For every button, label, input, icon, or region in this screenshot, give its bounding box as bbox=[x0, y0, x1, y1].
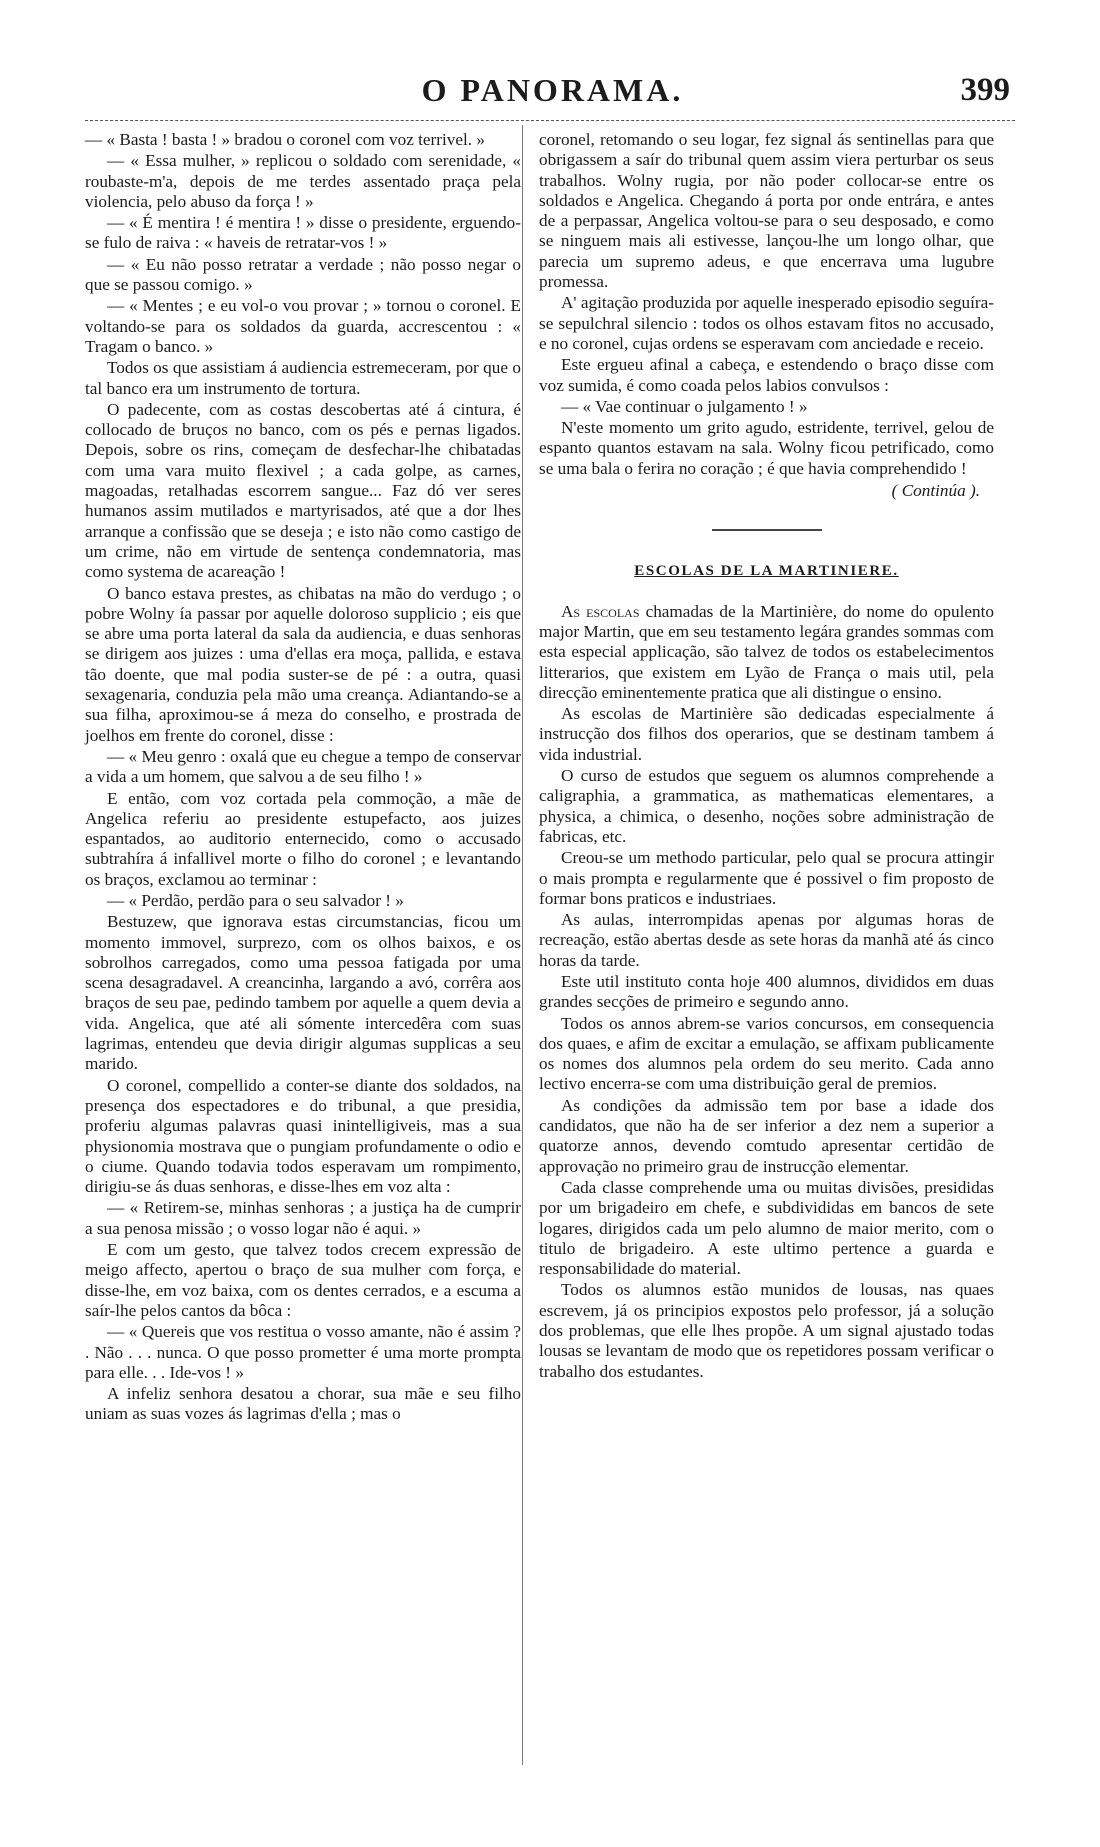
paragraph: E com um gesto, que talvez todos crecem expressão de meigo affecto, apertou o braço de sua mulher com força, e disse-lhe, em voz baixa, com os dentes cerrados, e a escuma a saír-lhe pelos cantos da bôca : bbox=[85, 1240, 521, 1320]
right-column bbox=[539, 130, 994, 1382]
continua-note: ( Continúa ). bbox=[891, 481, 980, 501]
paragraph: Todos os annos abrem-se varios concursos, em consequencia dos quaes, e afim de excitar a emulação, se affixam publicamente os nomes dos alumnos pela ordem do seu merito. Cada anno lectivo encerra-se com uma distribuição geral de premios. bbox=[539, 1013, 994, 1094]
paragraph bbox=[539, 602, 994, 703]
paragraph: As aulas, interrompidas apenas por algumas horas de recreação, estão abertas desde as sete horas da manhã até ás cinco horas da tarde. bbox=[539, 910, 994, 970]
paragraph: O curso de estudos que seguem os alumnos comprehende a caligraphia, a grammatica, as mathematicas elementares, a physica, a chimica, o desenho, noções sobre administração de fabricas, etc. bbox=[539, 766, 994, 846]
paragraph: — « Basta ! basta ! » bradou o coronel com voz terrivel. » bbox=[85, 130, 485, 149]
page-number: 399 bbox=[960, 72, 1010, 108]
paragraph: Todos os que assistiam á audiencia estremeceram, por que o tal banco era um instrumento de tortura. bbox=[85, 358, 521, 398]
header-rule bbox=[85, 120, 1015, 121]
paragraph: — « Meu genro : oxalá que eu chegue a tempo de conservar a vida a um homem, que salvou a de seu filho ! » bbox=[85, 746, 521, 787]
paragraph: O banco estava prestes, as chibatas na mão do verdugo ; o pobre Wolny ía passar por aquelle doloroso supplicio ; eis que se abre uma porta lateral da sala da audiencia, e duas senhoras se dirigem aos juizes : uma d'ellas era moça, pallida, e estava tão doente, que mal podia suster-se de pé : a outra, quasi sexagenaria, conduzia pela mão uma creança. Adiantando-se a sua filha, aproximou-se á meza do conselho, e prostrada de joelhos em frente do coronel, disse : bbox=[85, 583, 521, 745]
paragraph: E então, com voz cortada pela commoção, a mãe de Angelica referiu ao presidente estupefacto, aos juizes espantados, ao auditorio enternecido, como o accusado subtrahíra á infallivel morte o filho do coronel ; e levantando os braços, exclamou ao terminar : bbox=[85, 788, 521, 889]
paragraph: — « Quereis que vos restitua o vosso amante, não é assim ? . Não . . . nunca. O que posso prometter é uma morte prompta para elle. . . Ide-vos ! » bbox=[85, 1322, 521, 1382]
paragraph: As condições da admissão tem por base a idade dos candidatos, que não ha de ser inferior a dez nem a superior a quatorze annos, devendo comtudo apresentar certidão de approvação no primeiro grau de instrucção elementar. bbox=[539, 1095, 994, 1176]
paragraph: Este util instituto conta hoje 400 alumnos, divididos em duas grandes secções de primeiro e segundo anno. bbox=[539, 971, 994, 1012]
paragraph: — « Perdão, perdão para o seu salvador ! » bbox=[107, 890, 404, 910]
paragraph: A' agitação produzida por aquelle inesperado episodio seguíra-se sepulchral silencio : todos os olhos estavam fitos no accusado, e no coronel, cujas ordens se esperavam com anciedade e receio. bbox=[539, 293, 994, 353]
paragraph: — « Mentes ; e eu vol-o vou provar ; » tornou o coronel. E voltando-se para os soldados da guarda, accrescentou : « Tragam o banco. » bbox=[85, 296, 521, 356]
paragraph: O coronel, compellido a conter-se diante dos soldados, na presença dos espectadores e do tribunal, a que presidia, proferiu algumas palavras quasi inintelligiveis, mas a sua physionomia mostrava que o pungiam profundamente o odio e o ciume. Quando todavia todos esperavam um rompimento, dirigiu-se ás duas senhoras, e disse-lhes em voz alta : bbox=[85, 1075, 521, 1197]
page-header bbox=[85, 72, 1020, 116]
paragraph: Bestuzew, que ignorava estas circumstancias, ficou um momento immovel, surprezo, com os olhos baixos, e os sobrolhos carregados, como uma pessoa fatigada por uma scena desagradavel. A creancinha, largando a avó, corrêra aos braços de seu pae, pedindo tambem por aquelle a quem devia a vida. Angelica, que até ali sómente intercedêra com suas lagrimas, entendeu que devia dirigir algumas supplicas a seu marido. bbox=[85, 912, 521, 1074]
publication-title: O PANORAMA. bbox=[421, 72, 684, 108]
paragraph: — « Vae continuar o julgamento ! » bbox=[561, 396, 808, 416]
paragraph: — « Eu não posso retratar a verdade ; não posso negar o que se passou comigo. » bbox=[85, 254, 521, 295]
paragraph: — « Essa mulher, » replicou o soldado com serenidade, « roubaste-m'a, depois de me terdes assentado praça pela violencia, pelo abuso da força ! » bbox=[85, 151, 521, 211]
paragraph: As escolas de Martinière são dedicadas especialmente á instrucção dos filhos dos operarios, que se destinam tambem á vida industrial. bbox=[539, 704, 994, 764]
lead-words: As escolas bbox=[561, 601, 640, 621]
paragraph-text: chamadas de la Martinière, do nome do opulento major Martin, que em seu testamento legára grandes sommas com esta especial applicação, são talvez de todos os estabelecimentos litterarios, que existem em Lyão de França o mais util, pela direcção eminentemente pratica que ali distingue o ensino. bbox=[539, 601, 994, 702]
paragraph: O padecente, com as costas descobertas até á cintura, é collocado de bruços no banco, com os pés e pernas ligados. Depois, sobre os rins, começam de desfechar-lhe chibatadas com uma vara muito flexivel ; a cada golpe, as carnes, magoadas, retalhadas escorrem sangue... Faz dó ver seres humanos assim mutilados e martyrisados, até que a dor lhes arranque a confissão que se deseja ; e isto não como castigo de um crime, não em virtude de sentença condemnatoria, mas como systema de acareação ! bbox=[85, 399, 521, 582]
section-heading: ESCOLAS DE LA MARTINIERE. bbox=[634, 563, 899, 580]
column-divider bbox=[522, 125, 523, 1765]
paragraph: A infeliz senhora desatou a chorar, sua mãe e seu filho uniam as suas vozes ás lagrimas d'ella ; mas o bbox=[85, 1384, 521, 1424]
paragraph: — « É mentira ! é mentira ! » disse o presidente, erguendo-se fulo de raiva : « haveis de retratar-vos ! » bbox=[85, 213, 521, 253]
section-rule bbox=[712, 529, 822, 531]
left-column bbox=[85, 130, 521, 1425]
paragraph: Cada classe comprehende uma ou muitas divisões, presididas por um brigadeiro em chefe, e subdivididas em bancos de sete logares, dirigidos cada um pelo alumno de maior merito, com o titulo de brigadeiro. A este ultimo pertence a guarda e responsabilidade do material. bbox=[539, 1177, 994, 1279]
paragraph: N'este momento um grito agudo, estridente, terrivel, gelou de espanto quantos estavam na sala. Wolny ficou petrificado, como se uma bala o ferira no coração ; é que havia comprehendido ! bbox=[539, 418, 994, 478]
paragraph: Creou-se um methodo particular, pelo qual se procura attingir o mais prompta e regularmente que é possivel o fim proposto de formar bons praticos e industriaes. bbox=[539, 848, 994, 908]
paragraph: Este ergueu afinal a cabeça, e estendendo o braço disse com voz sumida, é como coada pelos labios convulsos : bbox=[539, 355, 994, 395]
paragraph: — « Retirem-se, minhas senhoras ; a justiça ha de cumprir a sua penosa missão ; o vosso logar não é aqui. » bbox=[85, 1198, 521, 1238]
paragraph: coronel, retomando o seu logar, fez signal ás sentinellas para que obrigassem a saír do tribunal quem assim viera perturbar os seus trabalhos. Wolny rugia, por não poder collocar-se entre os soldados e Angelica. Chegando á porta por onde entrára, e antes de a perpassar, Angelica voltou-se para o seu desposado, e como se ninguem mais ali estivesse, lançou-lhe um longo olhar, que parecia um supremo adeus, e que encerrava uma lugubre promessa. bbox=[539, 130, 994, 292]
paragraph: Todos os alumnos estão munidos de lousas, nas quaes escrevem, já os principios expostos pelo professor, já a solução dos problemas, que elle lhes propõe. A um signal ajustado todas lousas se levantam de modo que os repetidores possam verificar o trabalho dos estudantes. bbox=[539, 1280, 994, 1381]
